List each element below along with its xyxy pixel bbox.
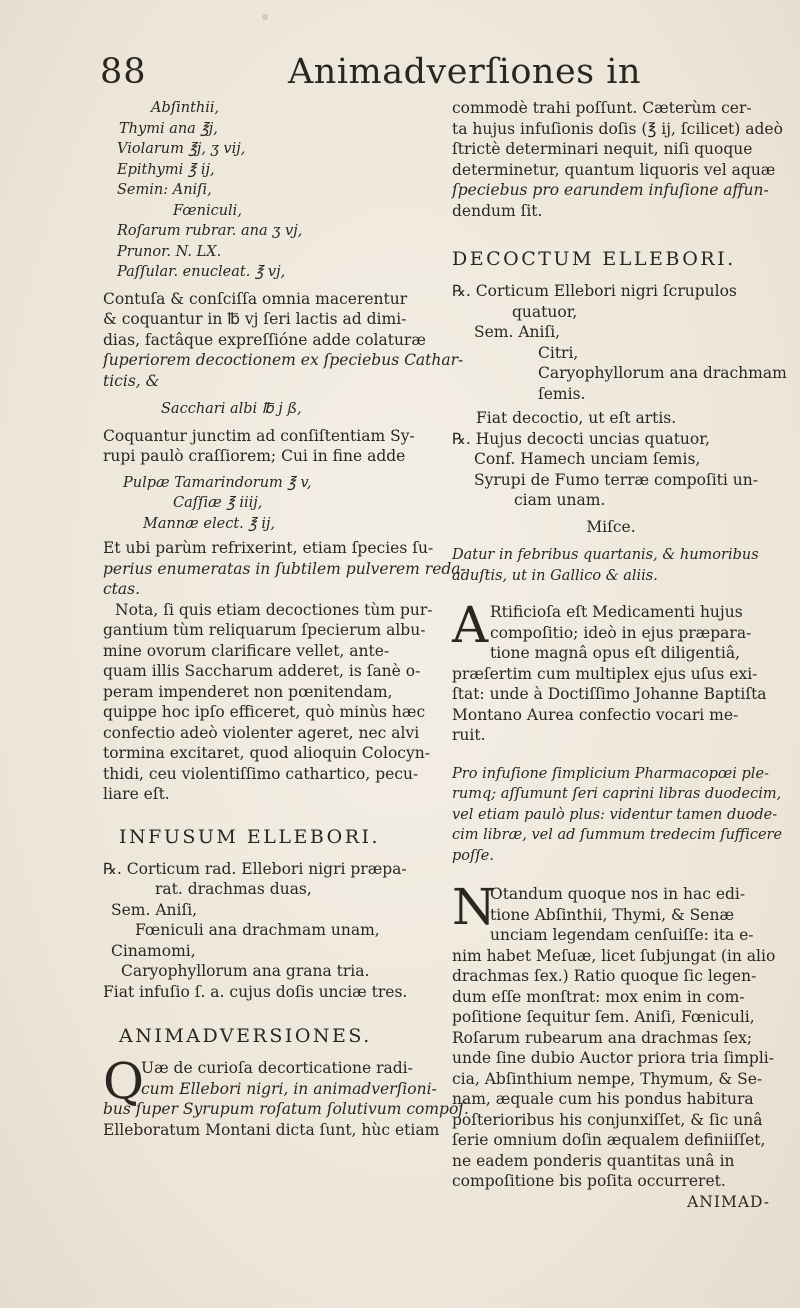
misce-label: Miſce. [586,517,636,536]
text-line: dias, factâque expreſſióne adde colaturæ [103,330,426,349]
text-line: Sem. Aniſi, [474,323,561,341]
text-line: ctas. [103,580,141,598]
text-line: rat. drachmas duas, [155,880,312,898]
ink-speck [262,14,268,20]
text-line: gantium tùm reliquarum ſpecierum albu- [103,621,426,639]
text-line: compoſitione bis poſita occurreret. [452,1172,726,1190]
ingredient-line: Epithymi ℥ ij, [117,161,215,178]
text-line: Cinamomi, [111,941,196,960]
text-line: Uæ de curioſa decorticatione radi- [141,1059,413,1077]
text-line: Conf. Hamech unciam ſemis, [474,450,701,468]
drop-cap: Q [103,1052,144,1110]
ingredient-line: Prunor. N. LX. [117,243,222,260]
text-line: Roſarum rubearum ana drachmas ſex; [452,1028,753,1047]
text-line: ſpeciebus pro earundem infuſione affun- [452,181,769,199]
heading-infusum-ellebori: INFUSUM ELLEBORI. [119,825,381,848]
text-line: unde ſine dubio Auctor priora tria ſimpli- [452,1049,774,1067]
ingredient-line: Violarum ℥j, ʒ vij, [117,141,246,157]
recipe-decoctum [452,281,787,511]
text-line: dum eſſe monſtrat: mox enim in com- [452,987,745,1006]
text-line: ℞. Corticum Ellebori nigri ſcrupulos [452,282,737,300]
paragraph-nota [103,600,433,805]
ingredient-line: Sacchari albi ℔ j ß, [161,401,302,417]
text-line: tormina excitaret, quod alioquin Colocyn- [103,744,430,762]
right-column [452,98,787,1212]
text-line: ℞. Corticum rad. Ellebori nigri præpa- [103,859,407,878]
heading-decoctum-ellebori: DECOCTUM ELLEBORI. [452,248,736,270]
paragraph-notandum [452,878,776,1192]
text-line: poſterioribus his conjunxiſſet, & ſic unâ [452,1110,763,1129]
ingredient-line: Roſarum rubrar. ana ʒ vj, [117,223,303,239]
text-line: ſtrictè determinari nequit, niſi quoque [452,140,753,158]
ingredient-line: Paſſular. enucleat. ℥ vj, [117,264,286,280]
text-line: compoſitio; ideò in ejus præpara- [490,623,752,642]
ingredient-line: Semin: Aniſi, [117,182,212,198]
paragraph-artificiosa [452,596,770,746]
text-line: poſſe. [452,847,494,864]
text-line: ne eadem ponderis quantitas unâ in [452,1151,735,1170]
text-line: præſertim cum multiplex ejus uſus exi- [452,664,758,683]
ingredient-line: Mannæ elect. ℥ ij, [143,515,276,532]
text-line: commodè trahi poſſunt. Cæterùm cer- [452,99,752,117]
drop-cap: N [452,878,496,936]
text-line: Montano Aurea confectio vocari me- [452,705,739,724]
text-line: peram impenderet non pœnitendam, [103,682,393,701]
text-line: Caryophyllorum ana grana tria. [121,962,370,980]
text-line: Syrupi de Fumo terræ compoſiti un- [474,470,758,489]
paragraph-contusa [103,289,464,392]
text-line: quatuor, [512,302,578,321]
text-line: Citri, [538,343,579,362]
ingredient-line: Pulpæ Tamarindorum ℥ v, [123,474,312,491]
drop-cap: A [452,596,489,654]
paragraph-quae [103,1052,469,1140]
running-title: Animadverſiones in [288,52,641,92]
text-line: Caryophyllorum ana drachmam [538,364,787,382]
text-line: aduſtis, ut in Gallico & aliis. [452,567,658,584]
text-line: Rtificioſa eſt Medicamenti hujus [490,603,743,621]
text-line: quam illis Saccharum adderet, is ſanè o- [103,662,421,680]
text-line: Elleboratum Montani dicta ſunt, hùc etiam [103,1120,440,1139]
text-line: rupi paulò craſſiorem; Cui in fine adde [103,447,406,465]
page-header [0,52,800,102]
text-line: ciam unam. [514,491,606,509]
text-line: liare eſt. [103,785,170,803]
paragraph-commode [452,98,783,221]
text-line: vel etiam paulò plus: videntur tamen duode- [452,806,778,823]
page-number: 88 [100,52,147,92]
text-line: Datur in febribus quartanis, & humoribus [452,547,759,563]
recipe-infusum [103,859,430,1003]
text-line: & coquantur in ℔ vj ſeri lactis ad dimi- [103,310,407,328]
text-line: ſuperiorem decoctionem ex ſpeciebus Cathar- [103,351,464,369]
text-line: tione magnâ opus eſt diligentiâ, [490,644,741,662]
text-line: quippe hoc ipſo efficeret, quò minùs hæc [103,703,426,721]
text-line: confectio adeò violenter ageret, nec alvi [103,723,420,742]
text-line: nam, æquale cum his pondus habitura [452,1090,754,1108]
text-line: cum Ellebori nigri, in animadverſioni- [141,1079,437,1098]
paragraph-coquantur [103,426,430,467]
text-line: unciam legendam cenſuiſſe: ita e- [490,926,754,944]
text-line: bus ſuper Syrupum roſatum ſolutivum compoſ. [103,1100,469,1118]
text-line: nim habet Meſuæ, licet ſubjungat (in alio [452,946,776,965]
text-line: Et ubi parùm refrixerint, etiam ſpecies ſu- [103,539,434,557]
usage-note [452,545,770,586]
catchword: ANIMAD- [687,1192,770,1211]
text-line: poſitione ſequitur ſem. Aniſi, Fœniculi, [452,1008,755,1026]
text-line: Pro infuſione ſimplicium Pharmacopœi ple- [452,765,769,782]
text-line: ta hujus infuſionis doſis (℥ ij, ſcilicet) adeò [452,119,783,138]
text-line: determinetur, quantum liquoris vel aquæ [452,160,776,179]
text-line: Fiat decoctio, ut eſt artis. [476,409,677,427]
text-line: cim libræ, vel ad ſummum tredecim ſufficere [452,827,783,843]
text-line: perius enumeratas in ſubtilem pulverem reda- [103,559,466,578]
text-line: drachmas ſex.) Ratio quoque ſic legen- [452,967,757,985]
text-line: ticis, & [103,371,160,390]
text-line: dendum ſit. [452,201,543,220]
text-line: ruit. [452,726,486,744]
text-line: rumq; aſſumunt ſeri caprini libras duodecim, [452,786,782,802]
text-line: Sem. Aniſi, [111,900,198,919]
text-line: ℞. Hujus decocti uncias quatuor, [452,429,710,448]
ingredient-line: Abſinthii, [151,100,220,116]
text-line: Contuſa & conſciſſa omnia macerentur [103,289,408,308]
text-line: Fiat infuſio ſ. a. cujus doſis unciæ tres. [103,982,408,1001]
text-line: Coquantur junctim ad conſiſtentiam Sy- [103,426,415,445]
text-line: Fœniculi ana drachmam unam, [135,921,380,939]
text-line: thidi, ceu violentiſſimo cathartico, pecu- [103,764,419,783]
text-line: tione Abſinthii, Thymi, & Senæ [490,905,735,924]
text-line: cia, Abſinthium nempe, Thymum, & Se- [452,1069,763,1088]
paragraph-pro-infusione [452,764,783,867]
text-line: Nota, ſi quis etiam decoctiones tùm pur- [115,600,433,619]
text-line: ſtat: unde à Doctiſſimo Johanne Baptiſta [452,685,767,703]
text-line: mine ovorum clarificare vellet, ante- [103,641,390,660]
text-line: ſemis. [538,384,586,403]
ingredient-line: Fœniculi, [173,202,242,219]
paragraph-et-ubi [103,538,466,600]
ingredient-line: Thymi ana ℥j, [119,120,218,137]
heading-animadversiones: ANIMADVERSIONES. [119,1025,372,1047]
ingredient-line: Caſſiæ ℥ iiij, [173,495,263,511]
text-line: Otandum quoque nos in hac edi- [490,885,746,903]
text-line: ſerie omnium doſin æqualem definiiſſet, [452,1131,766,1149]
